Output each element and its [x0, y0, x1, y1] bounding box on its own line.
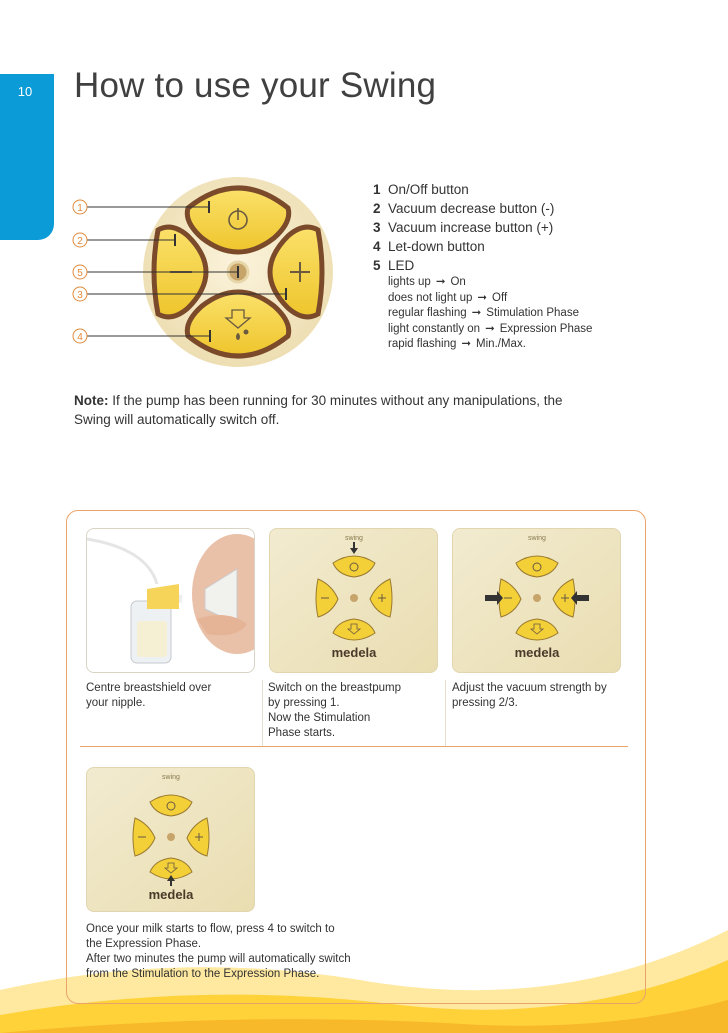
panel-model-label: swing: [528, 535, 546, 542]
callout-label: 3: [77, 290, 83, 301]
step-2-caption: Switch on the breastpump by pressing 1. Now the Stimulation Phase starts.: [268, 682, 401, 739]
column-divider: [262, 680, 263, 746]
note-label: Note:: [74, 393, 109, 408]
legend-item: 2 Vacuum decrease button (-): [373, 201, 555, 216]
press-arrow-icon: [350, 548, 358, 554]
led-state: light constantly on ➞ Expression Phase: [388, 322, 593, 335]
swing-panel-illustration: [453, 529, 620, 672]
breastpump-photo-illustration: [87, 529, 254, 672]
page-title: How to use your Swing: [74, 66, 437, 105]
led-state: does not light up ➞ Off: [388, 291, 508, 304]
medela-logo: medela: [514, 645, 560, 660]
step-4-caption: Once your milk starts to flow, press 4 to switch to the Expression Phase. After two minutes the pump will automatically switch from the Stimulation to the Expression Phase.: [86, 923, 351, 980]
step-2-panel: [269, 528, 438, 673]
step-3-caption: Adjust the vacuum strength by pressing 2/3.: [452, 682, 607, 709]
led-state: lights up ➞ On: [388, 276, 466, 288]
step-1-caption: Centre breastshield over your nipple.: [86, 682, 212, 709]
step-1-photo: [86, 528, 255, 673]
note-text: If the pump has been running for 30 minutes without any manipulations, the Swing will automatically switch off.: [74, 393, 563, 427]
column-divider: [445, 680, 446, 746]
medela-logo: medela: [148, 887, 194, 902]
page-number: 10: [17, 84, 33, 99]
swing-panel-illustration: [270, 529, 437, 672]
led-state: rapid flashing ➞ Min./Max.: [388, 338, 526, 350]
row-divider: [80, 746, 628, 747]
legend-item: 5 LED: [373, 258, 415, 273]
legend-item: 4 Let-down button: [373, 239, 485, 254]
swing-panel-illustration: [87, 768, 254, 911]
legend-item: 1 On/Off button: [373, 182, 469, 197]
led-state: regular flashing ➞ Stimulation Phase: [388, 307, 579, 319]
button-legend: [373, 180, 673, 353]
callout-label: 2: [77, 236, 83, 247]
medela-logo: medela: [331, 645, 377, 660]
callout-label: 4: [77, 332, 83, 343]
legend-item: 3 Vacuum increase button (+): [373, 220, 554, 235]
step-3-panel: [452, 528, 621, 673]
control-panel-diagram: [60, 170, 380, 380]
auto-off-note: [74, 391, 594, 429]
panel-model-label: swing: [162, 774, 180, 781]
step-4-panel: [86, 767, 255, 912]
callout-label: 5: [77, 268, 83, 279]
callout-label: 1: [77, 203, 83, 214]
panel-model-label: swing: [345, 535, 363, 542]
